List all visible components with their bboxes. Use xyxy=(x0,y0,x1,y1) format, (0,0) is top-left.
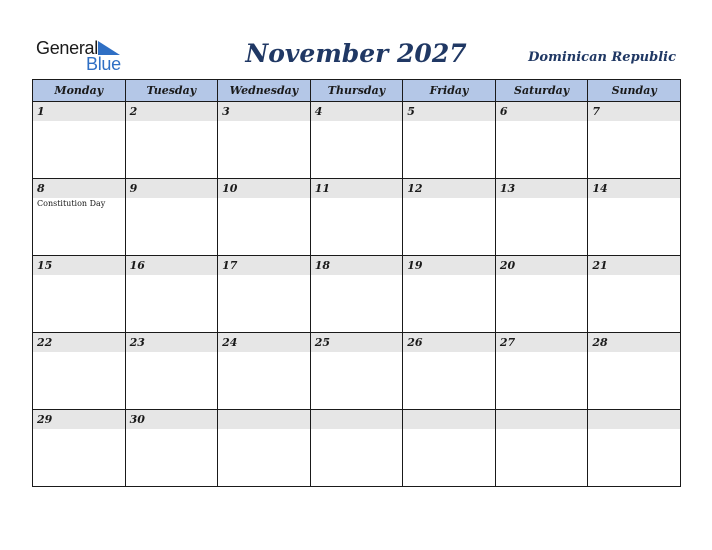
day-cell xyxy=(588,102,681,179)
day-cell xyxy=(33,102,126,179)
day-cell xyxy=(218,179,311,256)
day-cell xyxy=(218,256,311,333)
day-cell xyxy=(495,179,588,256)
day-cell xyxy=(403,410,496,487)
day-number xyxy=(403,410,495,429)
day-number: 3 xyxy=(218,102,310,121)
day-cell xyxy=(33,179,126,256)
day-cell xyxy=(588,256,681,333)
day-cell xyxy=(495,333,588,410)
day-number: 11 xyxy=(311,179,403,198)
weekday-header-row xyxy=(33,80,681,102)
day-cell xyxy=(125,256,218,333)
day-cell xyxy=(310,256,403,333)
day-cell xyxy=(310,179,403,256)
day-number: 26 xyxy=(403,333,495,352)
holiday-label: Constitution Day xyxy=(37,199,106,208)
day-cell xyxy=(495,102,588,179)
day-cell xyxy=(403,256,496,333)
day-number: 23 xyxy=(126,333,218,352)
day-number xyxy=(218,410,310,429)
week-row xyxy=(33,256,681,333)
day-number: 20 xyxy=(496,256,588,275)
page-title: November 2027 xyxy=(245,39,467,68)
day-cell xyxy=(403,333,496,410)
day-cell xyxy=(403,179,496,256)
weekday-header: Saturday xyxy=(495,80,588,102)
day-cell xyxy=(310,102,403,179)
weekday-header: Friday xyxy=(403,80,496,102)
day-number: 8 xyxy=(33,179,125,198)
weekday-header: Thursday xyxy=(310,80,403,102)
weekday-header: Tuesday xyxy=(125,80,218,102)
day-cell xyxy=(495,410,588,487)
day-cell xyxy=(588,179,681,256)
day-number xyxy=(311,410,403,429)
day-cell xyxy=(218,410,311,487)
day-cell xyxy=(218,333,311,410)
logo-text-blue: Blue xyxy=(86,54,121,74)
day-number: 29 xyxy=(33,410,125,429)
day-number: 27 xyxy=(496,333,588,352)
day-cell xyxy=(125,410,218,487)
day-number: 14 xyxy=(588,179,680,198)
day-number: 13 xyxy=(496,179,588,198)
day-number: 12 xyxy=(403,179,495,198)
day-number: 30 xyxy=(126,410,218,429)
day-cell xyxy=(33,333,126,410)
country-label: Dominican Republic xyxy=(528,50,676,65)
day-number: 25 xyxy=(311,333,403,352)
weekday-header: Wednesday xyxy=(218,80,311,102)
day-cell xyxy=(310,333,403,410)
day-number xyxy=(496,410,588,429)
day-number: 19 xyxy=(403,256,495,275)
day-number: 22 xyxy=(33,333,125,352)
day-number: 21 xyxy=(588,256,680,275)
day-number: 16 xyxy=(126,256,218,275)
day-cell xyxy=(218,102,311,179)
day-cell xyxy=(588,410,681,487)
day-number: 7 xyxy=(588,102,680,121)
day-cell xyxy=(403,102,496,179)
day-number: 4 xyxy=(311,102,403,121)
day-number: 10 xyxy=(218,179,310,198)
day-number: 2 xyxy=(126,102,218,121)
day-cell xyxy=(495,256,588,333)
day-cell xyxy=(33,256,126,333)
week-row xyxy=(33,102,681,179)
day-number: 24 xyxy=(218,333,310,352)
day-number xyxy=(588,410,680,429)
day-number: 28 xyxy=(588,333,680,352)
day-cell xyxy=(588,333,681,410)
day-cell xyxy=(125,179,218,256)
day-number: 6 xyxy=(496,102,588,121)
week-row xyxy=(33,179,681,256)
day-number: 9 xyxy=(126,179,218,198)
weekday-header: Sunday xyxy=(588,80,681,102)
logo-text-general: General xyxy=(36,38,98,58)
week-row xyxy=(33,410,681,487)
weekday-header: Monday xyxy=(33,80,126,102)
day-number: 15 xyxy=(33,256,125,275)
week-row xyxy=(33,333,681,410)
day-cell xyxy=(125,102,218,179)
day-number: 5 xyxy=(403,102,495,121)
calendar-grid xyxy=(32,79,681,487)
day-cell xyxy=(310,410,403,487)
day-number: 17 xyxy=(218,256,310,275)
day-cell xyxy=(33,410,126,487)
day-number: 18 xyxy=(311,256,403,275)
day-cell xyxy=(125,333,218,410)
day-number: 1 xyxy=(33,102,125,121)
